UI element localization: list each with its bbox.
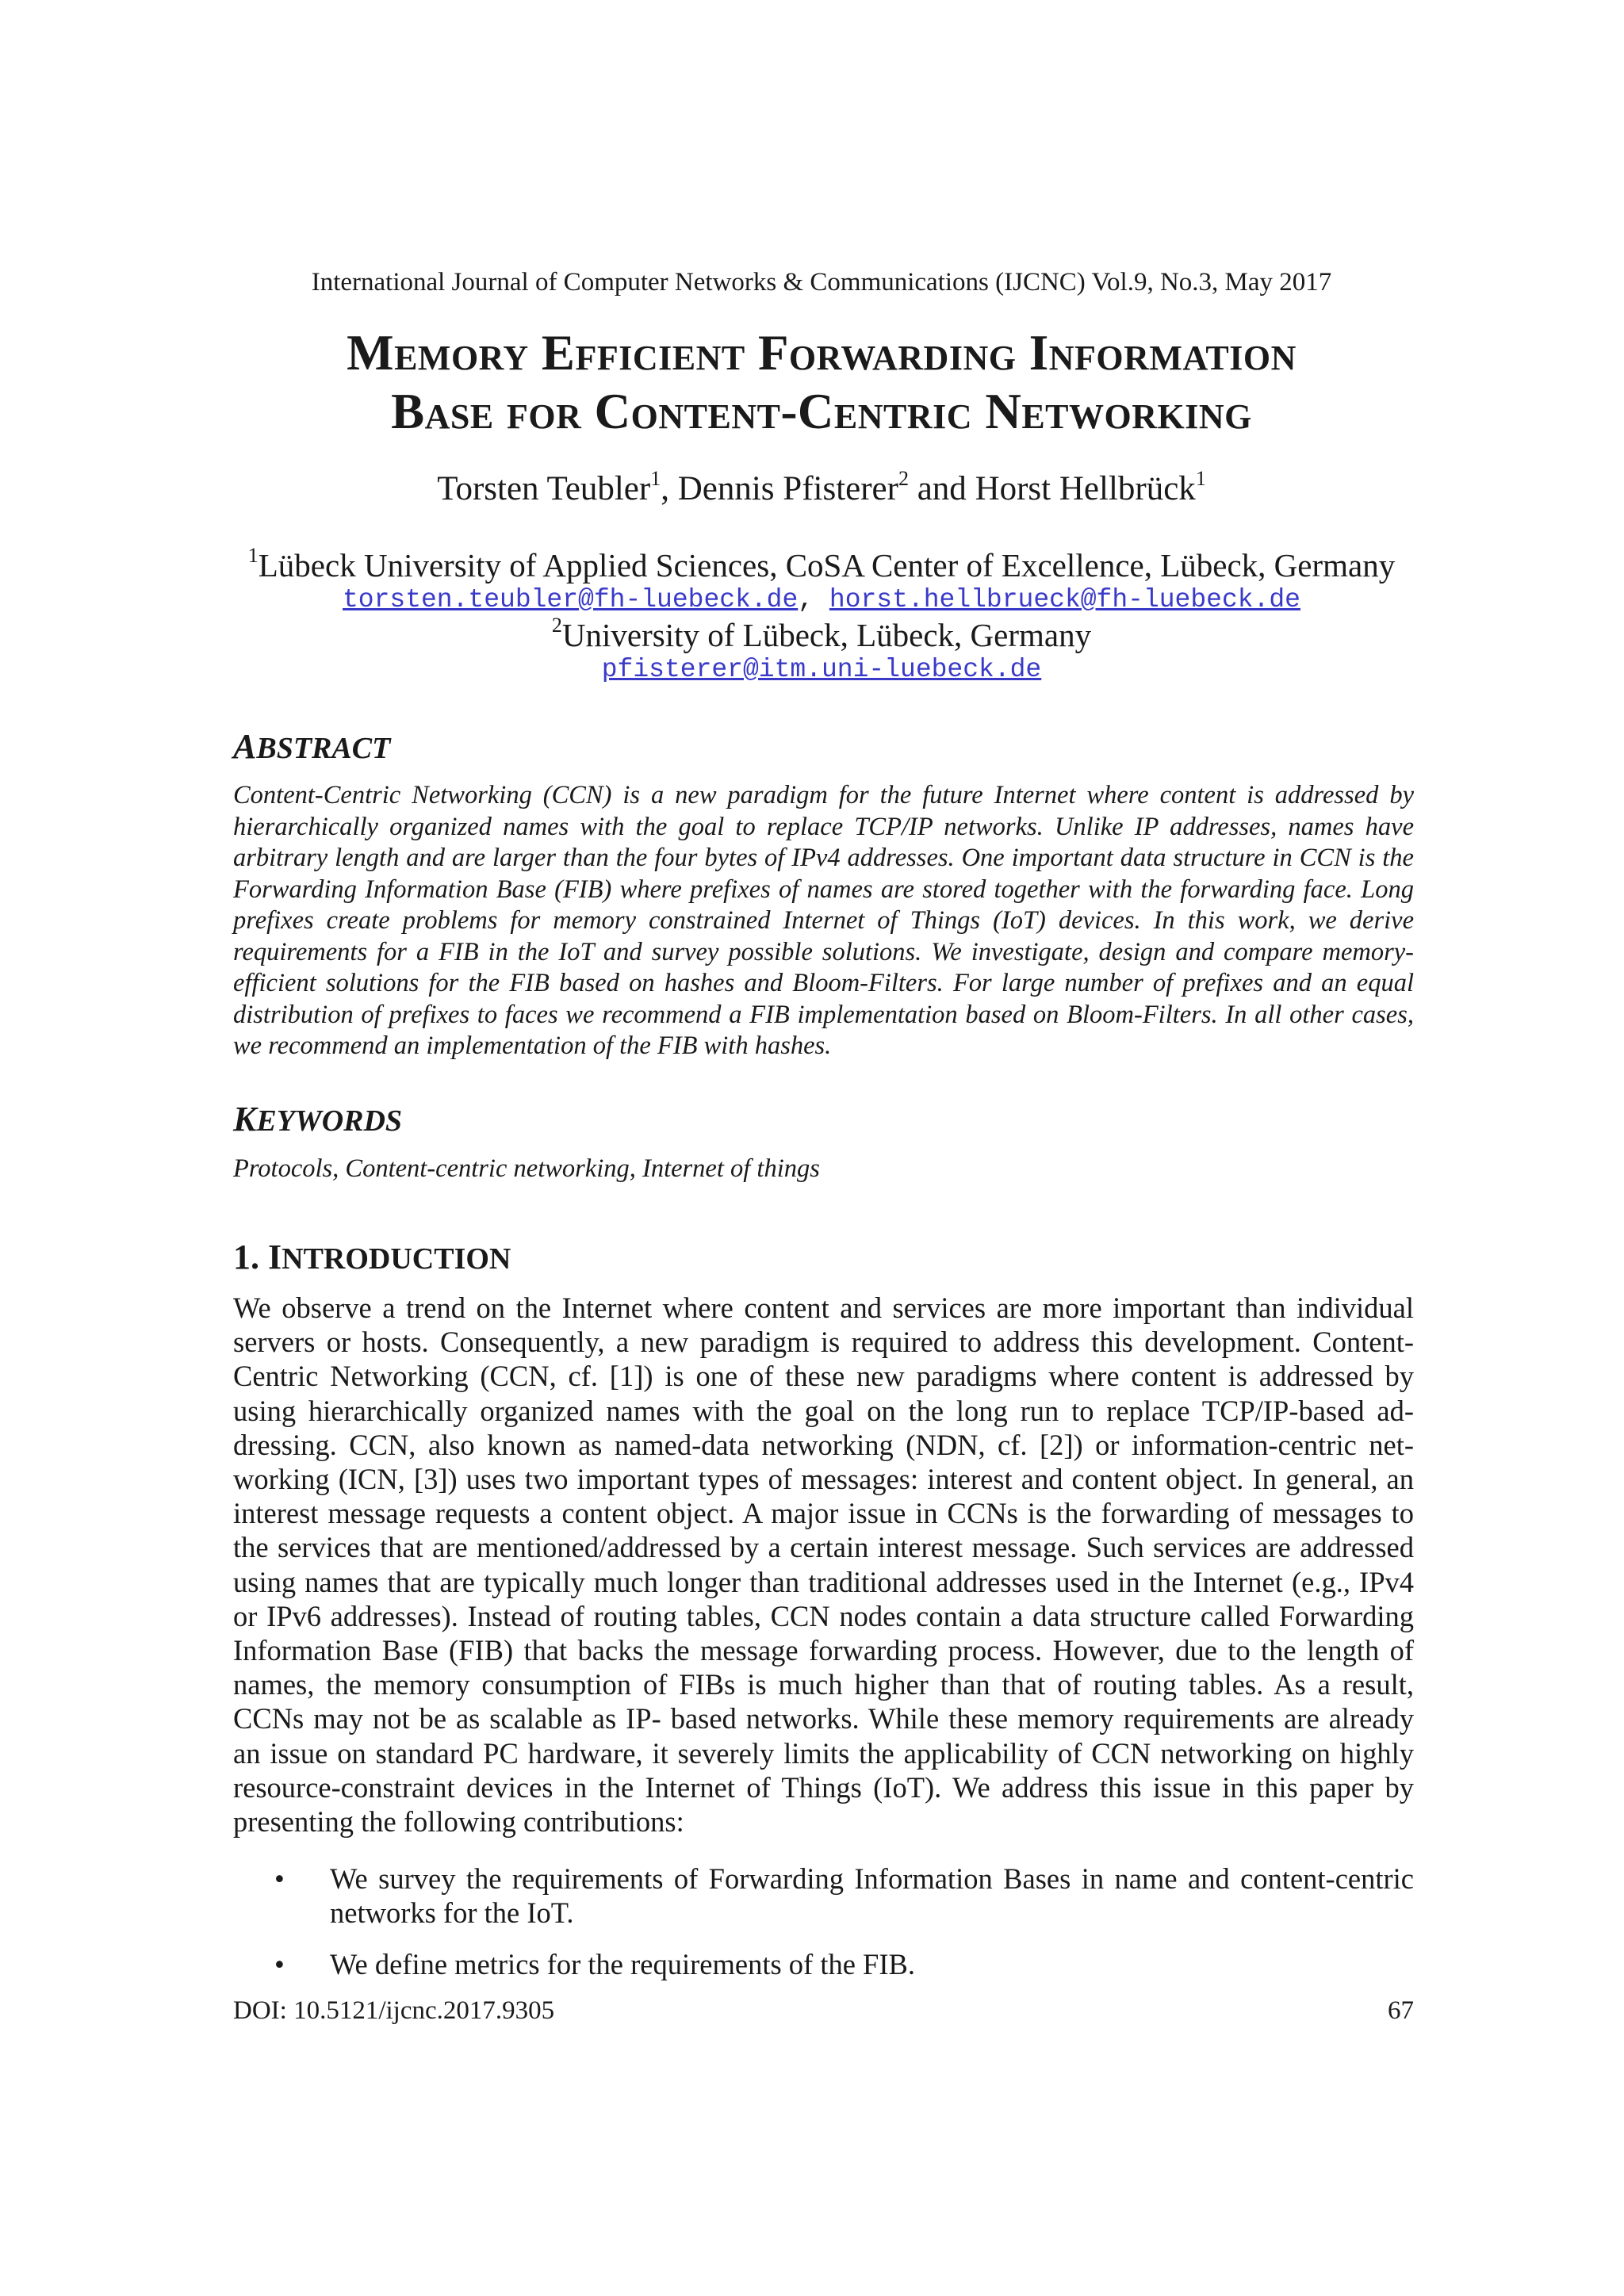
- list-item: [233, 1862, 1414, 1930]
- introduction-text: We observe a trend on the Internet where content and services are more important than individual servers or hosts. Consequently, a new paradigm is required to address this development. Content-Centric Networking (CCN, cf. [1]) is one of these new paradigms where content is addressed by using hierarchically organized names with the goal on the long run to replace TCP/IP-based addressing. CCN, also known as named-data networking (NDN, cf. [2]) or information-centric networking (ICN, [3]) uses two important types of messages: interest and content object. In general, an interest message requests a content object. A major issue in CCNs is the forwarding of messages to the services that are mentioned/addressed by a certain interest message. Such services are addressed using names that are typically much longer than traditional addresses used in the Internet (e.g., IPv4 or IPv6 addresses). Instead of routing tables, CCN nodes contain a data structure called Forwarding Information Base (FIB) that backs the message forwarding process. However, due to the length of names, the memory consumption of FIBs is much higher than that of routing tables. As a result, CCNs may not be as scalable as IP- based networks. While these memory requirements are already an issue on standard PC hardware, it severely limits the applicability of CCN networking on highly resource-constraint devices in the Internet of Things (IoT). We address this issue in this paper by presenting the following contributions:: [233, 1292, 1414, 1839]
- contribution-list: [233, 1862, 1414, 1999]
- affiliation-mark: 1: [247, 544, 259, 567]
- doi-footer: DOI: 10.5121/ijcnc.2017.9305: [233, 1996, 555, 2025]
- author-affiliation-mark: 1: [1195, 467, 1206, 490]
- keywords-heading: KEYWORDS: [233, 1100, 403, 1138]
- bullet-marker: •: [274, 1948, 285, 1980]
- affiliation-1-emails: [0, 585, 1624, 614]
- author-name: Torsten Teubler: [437, 470, 651, 507]
- author-affiliation-mark: 2: [898, 467, 909, 490]
- affiliation-mark: 2: [551, 614, 562, 637]
- title-line-1: Memory Efficient Forwarding Information: [347, 325, 1297, 381]
- bullet-marker: •: [274, 1862, 285, 1895]
- abstract-text: Content-Centric Networking (CCN) is a new paradigm for the future Internet where content is addressed by hierarchically organized names with the goal to replace TCP/IP networks. Unlike IP addresses, names have arbitrary length and are larger than the four bytes of IPv4 addresses. One important data structure in CCN is the Forwarding Information Base (FIB) where prefixes of names are stored together with the forwarding face. Long prefixes create problems for memory constrained Internet of Things (IoT) devices. In this work, we derive requirements for a FIB in the IoT and survey possible solutions. We investigate, design and compare memory-efficient solutions for the FIB based on hashes and Bloom-Filters. For large number of prefixes and an equal distribution of prefixes to faces we recommend a FIB implementation based on Bloom-Filters. In all other cases, we recommend an implementation of the FIB with hashes.: [233, 781, 1414, 1060]
- author-list: [0, 469, 1624, 508]
- title-line-2: Base for Content-Centric Networking: [391, 384, 1252, 439]
- author-affiliation-mark: 1: [650, 467, 661, 490]
- introduction-heading: 1. INTRODUCTION: [233, 1238, 511, 1276]
- affiliation-text: University of Lübeck, Lübeck, Germany: [561, 617, 1092, 653]
- keywords-text: Protocols, Content-centric networking, Internet of things: [233, 1154, 820, 1183]
- list-item-text: We define metrics for the requirements of the FIB.: [330, 1948, 915, 1980]
- email-separator: ,: [798, 585, 829, 614]
- author-separator: ,: [661, 470, 678, 507]
- affiliation-1: [0, 544, 1624, 584]
- email-link[interactable]: torsten.teubler@fh-luebeck.de: [342, 585, 799, 614]
- page-number: 67: [1388, 1996, 1414, 2025]
- paper-title: [0, 323, 1624, 441]
- list-item-text: We survey the requirements of Forwarding Information Bases in name and content-centric networks for the IoT.: [330, 1862, 1414, 1929]
- journal-header: International Journal of Computer Networks & Communications (IJCNC) Vol.9, No.3, May 2017: [311, 268, 1332, 297]
- affiliation-2: [0, 614, 1624, 653]
- author-name: Horst Hellbrück: [975, 470, 1196, 507]
- email-link[interactable]: horst.hellbrueck@fh-luebeck.de: [829, 585, 1300, 614]
- author-name: Dennis Pfisterer: [677, 470, 898, 507]
- abstract-heading: ABSTRACT: [233, 727, 391, 766]
- affiliation-text: Lübeck University of Applied Sciences, CoSA Center of Excellence, Lübeck, Germany: [258, 547, 1396, 584]
- author-separator: and: [908, 470, 975, 507]
- list-item: [233, 1947, 1414, 1981]
- affiliation-2-emails: [0, 655, 1624, 684]
- email-link[interactable]: pfisterer@itm.uni-luebeck.de: [601, 655, 1042, 684]
